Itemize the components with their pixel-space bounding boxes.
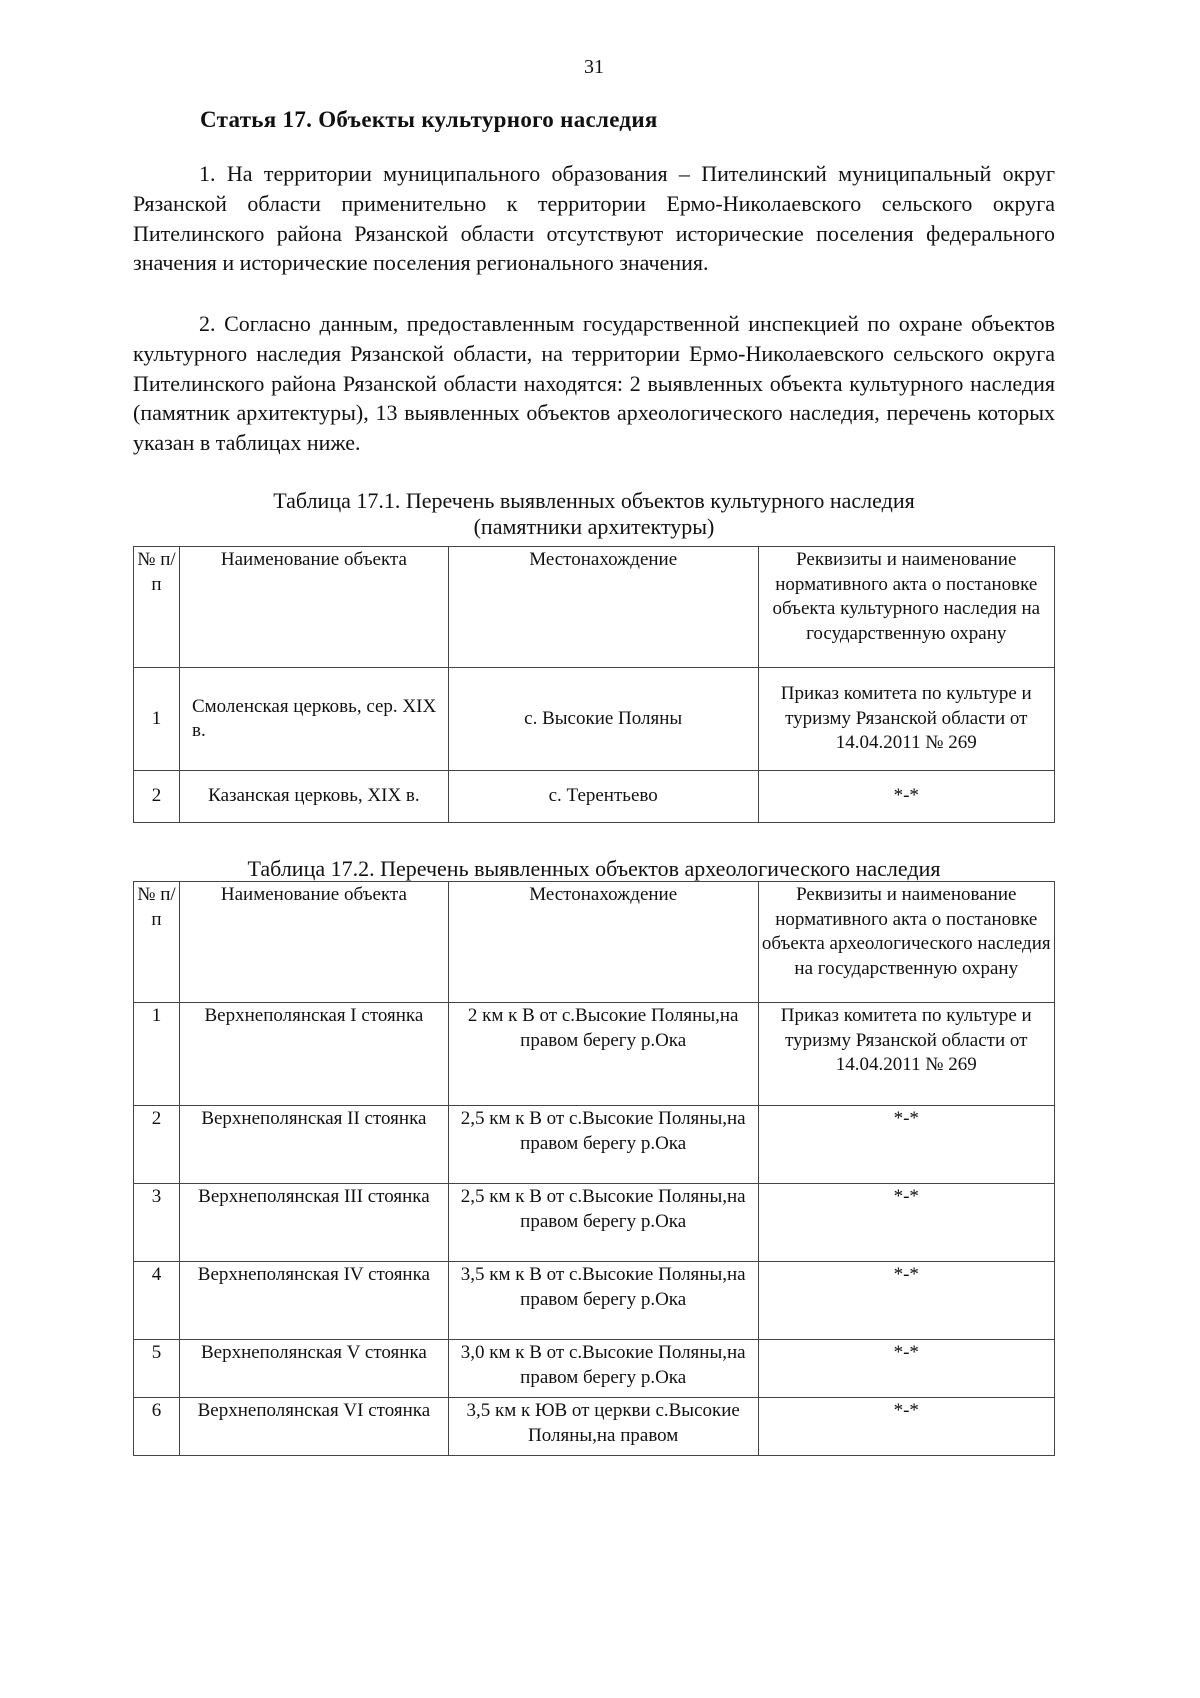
table-row: [134, 771, 1055, 823]
cell-name: Казанская церковь, XIX в.: [179, 771, 448, 823]
cell-location: 3,5 км к В от с.Высокие Поляны,на правом берегу р.Ока: [448, 1262, 758, 1340]
page-number: 31: [584, 56, 604, 78]
cell-number: 6: [134, 1398, 180, 1456]
cell-name: Смоленская церковь, сер. XIX в.: [179, 668, 448, 771]
paragraph-2: [133, 309, 1055, 458]
header-act: Реквизиты и наименование нормативного акта о постановке объекта культурного наследия на государственную охрану: [758, 547, 1054, 668]
cell-name: Верхнеполянская II стоянка: [179, 1106, 448, 1184]
cell-number: 2: [134, 1106, 180, 1184]
table-row: [134, 1398, 1055, 1456]
table-row: [134, 1340, 1055, 1398]
cell-number: 3: [134, 1184, 180, 1262]
cell-act: *-*: [758, 1106, 1054, 1184]
header-name: Наименование объекта: [179, 882, 448, 1003]
header-name: Наименование объекта: [179, 547, 448, 668]
cell-act: Приказ комитета по культуре и туризму Рязанской области от 14.04.2011 № 269: [758, 1003, 1054, 1106]
table-row: [134, 668, 1055, 771]
paragraph-1: [133, 159, 1055, 278]
paragraph-1-text: 1. На территории муниципального образования – Пителинский муниципальный округ Рязанской области применительно к территории Ермо-Николаевского сельского округа Пителинского района Рязанской области отсутствуют исторические поселения федерального значения и исторические поселения регионального значения.: [133, 161, 1055, 276]
cell-name: Верхнеполянская VI стоянка: [179, 1398, 448, 1456]
header-number: № п/п: [134, 547, 180, 668]
header-location: Местонахождение: [448, 882, 758, 1003]
cell-act: *-*: [758, 771, 1054, 823]
cell-name: Верхнеполянская I стоянка: [179, 1003, 448, 1106]
table-header-row: [134, 547, 1055, 668]
cell-number: 4: [134, 1262, 180, 1340]
cell-name: Верхнеполянская V стоянка: [179, 1340, 448, 1398]
cell-location: 2 км к В от с.Высокие Поляны,на правом берегу р.Ока: [448, 1003, 758, 1106]
cell-number: 1: [134, 668, 180, 771]
cell-name: Верхнеполянская III стоянка: [179, 1184, 448, 1262]
cell-name: Верхнеполянская IV стоянка: [179, 1262, 448, 1340]
cell-location: 3,0 км к В от с.Высокие Поляны,на правом берегу р.Ока: [448, 1340, 758, 1398]
cell-location: с. Высокие Поляны: [448, 668, 758, 771]
article-heading: Статья 17. Объекты культурного наследия: [200, 107, 658, 132]
header-number: № п/п: [134, 882, 180, 1003]
cell-location: 2,5 км к В от с.Высокие Поляны,на правом берегу р.Ока: [448, 1184, 758, 1262]
cell-number: 5: [134, 1340, 180, 1398]
cell-location: 3,5 км к ЮВ от церкви с.Высокие Поляны,на правом: [448, 1398, 758, 1456]
cell-location: с. Терентьево: [448, 771, 758, 823]
cell-number: 1: [134, 1003, 180, 1106]
archaeological-heritage-table: [133, 881, 1055, 1456]
cell-location: 2,5 км к В от с.Высокие Поляны,на правом берегу р.Ока: [448, 1106, 758, 1184]
table-1-caption: [133, 488, 1055, 540]
cell-act: *-*: [758, 1398, 1054, 1456]
table-1-caption-line-2: (памятники архитектуры): [473, 514, 715, 539]
cell-act: Приказ комитета по культуре и туризму Рязанской области от 14.04.2011 № 269: [758, 668, 1054, 771]
cell-act: *-*: [758, 1340, 1054, 1398]
table-row: [134, 1184, 1055, 1262]
paragraph-2-text: 2. Согласно данным, предоставленным государственной инспекцией по охране объектов культурного наследия Рязанской области, на территории Ермо-Николаевского сельского округа Пителинского района Рязанской области находятся: 2 выявленных объекта культурного наследия (памятник архитектуры), 13 выявленных объектов археологического наследия, перечень которых указан в таблицах ниже.: [133, 311, 1055, 456]
table-row: [134, 1003, 1055, 1106]
cell-act: *-*: [758, 1184, 1054, 1262]
header-location: Местонахождение: [448, 547, 758, 668]
header-act: Реквизиты и наименование нормативного акта о постановке объекта археологического наследия на государственную охрану: [758, 882, 1054, 1003]
table-1-caption-line-1: Таблица 17.1. Перечень выявленных объектов культурного наследия: [273, 488, 915, 513]
table-row: [134, 1262, 1055, 1340]
architecture-monuments-table: [133, 546, 1055, 823]
table-header-row: [134, 882, 1055, 1003]
cell-number: 2: [134, 771, 180, 823]
table-row: [134, 1106, 1055, 1184]
table-2-caption: Таблица 17.2. Перечень выявленных объектов археологического наследия: [247, 856, 941, 881]
cell-act: *-*: [758, 1262, 1054, 1340]
